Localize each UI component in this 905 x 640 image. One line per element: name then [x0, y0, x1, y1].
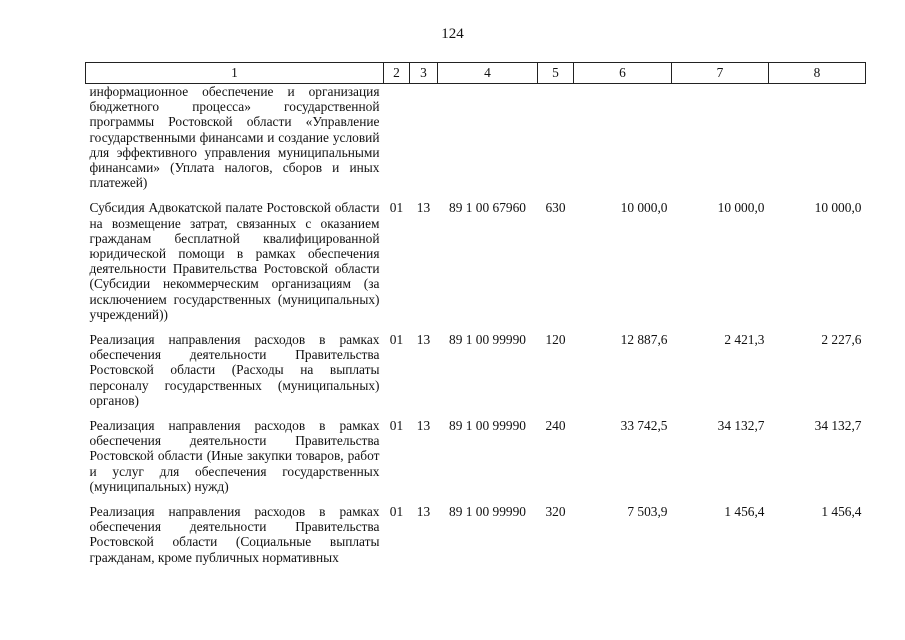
- cell-amount-3: 34 132,7: [814, 418, 862, 434]
- cell-amount-1: 7 503,9: [627, 504, 668, 520]
- cell-amount-3: 2 227,6: [821, 332, 862, 348]
- cell-amount-1: 10 000,0: [620, 200, 668, 216]
- cell-amount-1: 12 887,6: [620, 332, 668, 348]
- cell-subsection: 13: [416, 418, 431, 434]
- column-header: 2: [384, 63, 410, 84]
- cell-amount-2: 2 421,3: [724, 332, 765, 348]
- cell-expense-type: 120: [545, 332, 566, 348]
- cell-amount-3: [769, 84, 866, 201]
- cell-amount-2: 1 456,4: [724, 504, 765, 520]
- cell-subsection: 13: [416, 332, 431, 348]
- cell-target-code: 89 1 00 99990: [449, 332, 526, 348]
- column-header: 4: [438, 63, 538, 84]
- cell-expense-type: [538, 84, 574, 201]
- cell-section: 01: [389, 418, 404, 434]
- cell-target-code: 89 1 00 99990: [449, 504, 526, 520]
- column-header: 7: [672, 63, 769, 84]
- cell-subsection: 13: [416, 200, 431, 216]
- row-description: Реализация направления расходов в рамках обеспечения деятельности Правительства Ростовской области (Иные закупки товаров, работ и услуг для обеспечения государственных (муниципальных) нужд): [89, 418, 380, 494]
- table-row: [86, 504, 866, 575]
- cell-amount-1: 33 742,5: [620, 418, 668, 434]
- row-description: Субсидия Адвокатской палате Ростовской области на возмещение затрат, связанных с оказанием гражданам бесплатной квалифицированной юридической помощи в рамках обеспечения деятельности Правительства Ростовской области (Субсидии некоммерческим организациям (за исключением государственных (муниципальных) учреждений)): [89, 200, 380, 322]
- cell-section: [384, 84, 410, 201]
- cell-amount-1: [574, 84, 672, 201]
- cell-target-code: 89 1 00 99990: [449, 418, 526, 434]
- cell-expense-type: 320: [545, 504, 566, 520]
- table-row: [86, 200, 866, 332]
- cell-expense-type: 240: [545, 418, 566, 434]
- column-header: 1: [86, 63, 384, 84]
- cell-expense-type: 630: [545, 200, 566, 216]
- cell-section: 01: [389, 332, 404, 348]
- cell-section: 01: [389, 504, 404, 520]
- cell-target-code: 89 1 00 67960: [449, 200, 526, 216]
- cell-target-code: [438, 84, 538, 201]
- row-description: информационное обеспечение и организация бюджетного процесса» государственной программы Ростовской области «Управление государственными финансами и создание условий для эффективного управления муниципальными финансами» (Уплата налогов, сборов и иных платежей): [89, 84, 380, 191]
- table-row: [86, 332, 866, 418]
- column-header: 5: [538, 63, 574, 84]
- table-row: [86, 418, 866, 504]
- table-row: [86, 84, 866, 201]
- column-header: 3: [410, 63, 438, 84]
- budget-table: [85, 62, 866, 575]
- cell-amount-2: [672, 84, 769, 201]
- cell-amount-2: 34 132,7: [717, 418, 765, 434]
- column-header: 6: [574, 63, 672, 84]
- page-number: 124: [441, 26, 464, 42]
- cell-amount-2: 10 000,0: [717, 200, 765, 216]
- row-description: Реализация направления расходов в рамках обеспечения деятельности Правительства Ростовской области (Социальные выплаты гражданам, кроме публичных нормативных: [89, 504, 380, 565]
- cell-amount-3: 10 000,0: [814, 200, 862, 216]
- cell-subsection: 13: [416, 504, 431, 520]
- header-row: [86, 63, 866, 84]
- cell-subsection: [410, 84, 438, 201]
- cell-amount-3: 1 456,4: [821, 504, 862, 520]
- column-header: 8: [769, 63, 866, 84]
- row-description: Реализация направления расходов в рамках обеспечения деятельности Правительства Ростовской области (Расходы на выплаты персоналу государственных (муниципальных) органов): [89, 332, 380, 408]
- cell-section: 01: [389, 200, 404, 216]
